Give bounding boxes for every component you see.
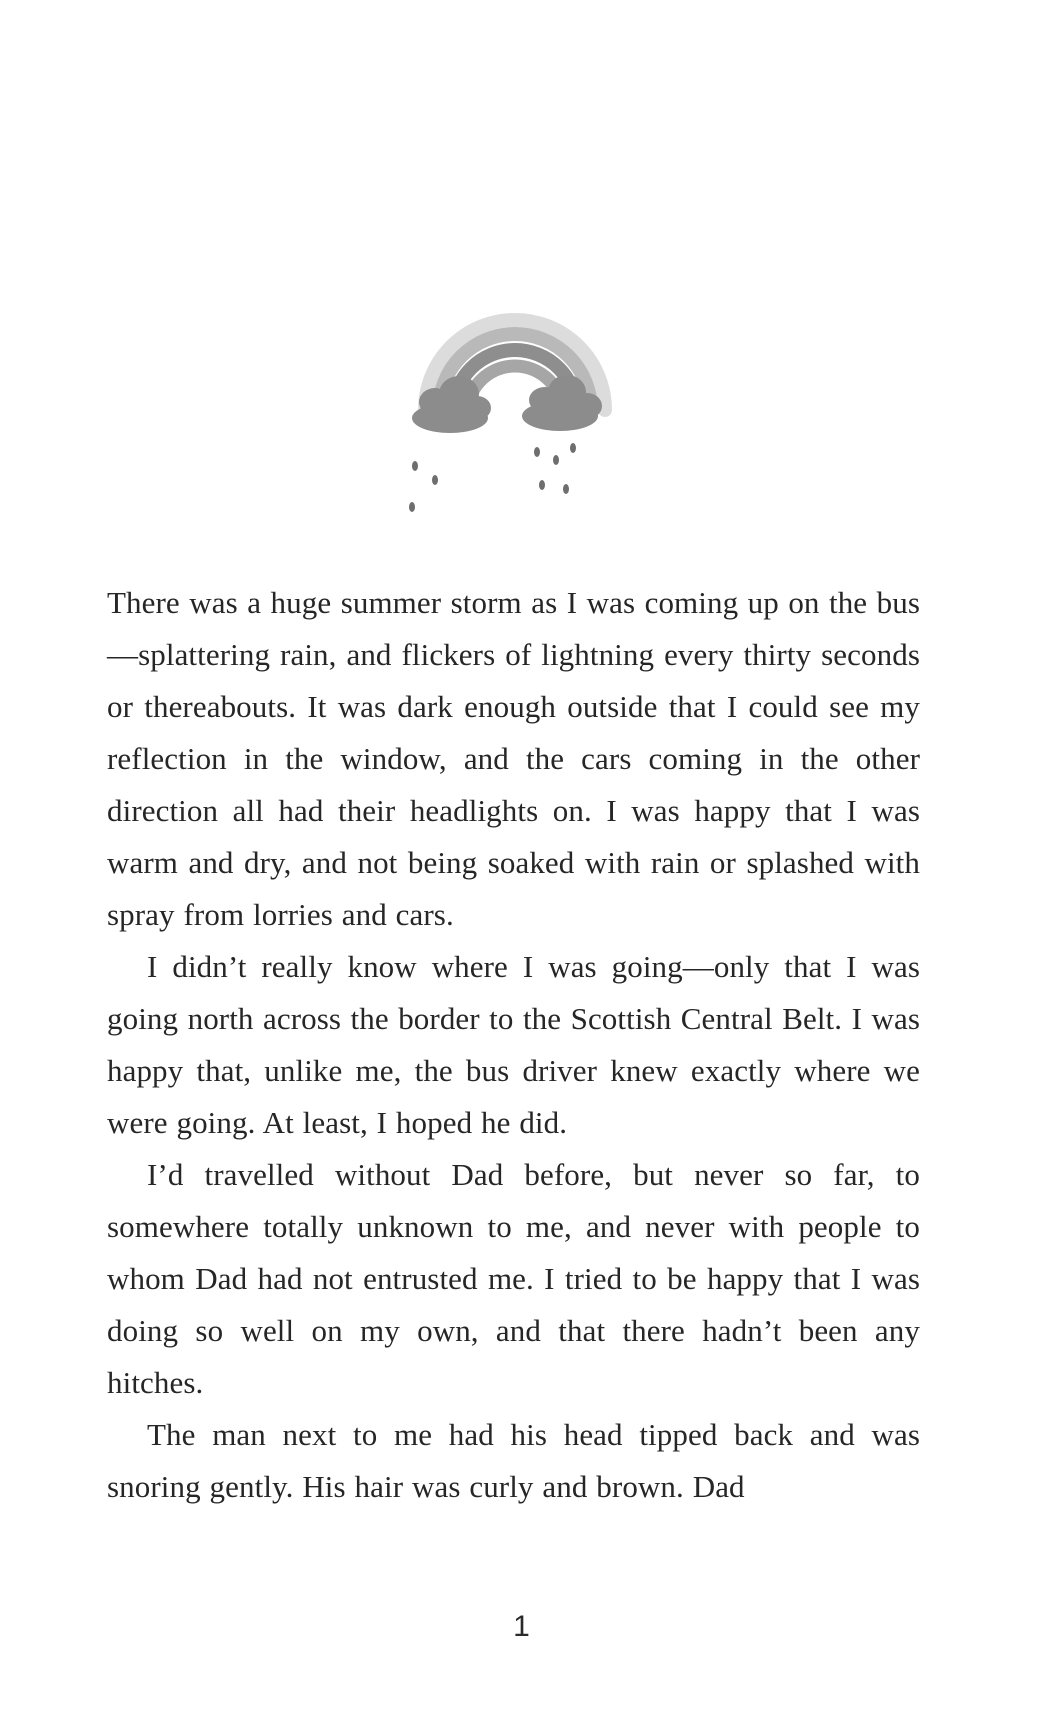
rainbow-cloud-drawing — [395, 290, 635, 520]
paragraph: I didn’t really know where I was going—only that I was going north across the border to the Scottish Central Belt. I was happy that, unlike me, the bus driver knew exactly where we were going. At least, I hoped he did. — [107, 949, 920, 1140]
rainbow-icon — [395, 290, 635, 520]
body-text — [107, 577, 920, 1513]
paragraph: There was a huge summer storm as I was coming up on the bus—splattering rain, and flickers of lightning every thirty seconds or thereabouts. It was dark enough outside that I could see my reflection in the window, and the cars coming in the other direction all had their headlights on. I was happy that I was warm and dry, and not being soaked with rain or splashed with spray from lorries and cars. — [107, 585, 920, 932]
page-number: 1 — [513, 1610, 530, 1643]
paragraph: The man next to me had his head tipped back and was snoring gently. His hair was curly and brown. Dad — [107, 1417, 920, 1504]
paragraph: I’d travelled without Dad before, but never so far, to somewhere totally unknown to me, and never with people to whom Dad had not entrusted me. I tried to be happy that I was doing so well on my own, and that there hadn’t been any hitches. — [107, 1157, 920, 1400]
